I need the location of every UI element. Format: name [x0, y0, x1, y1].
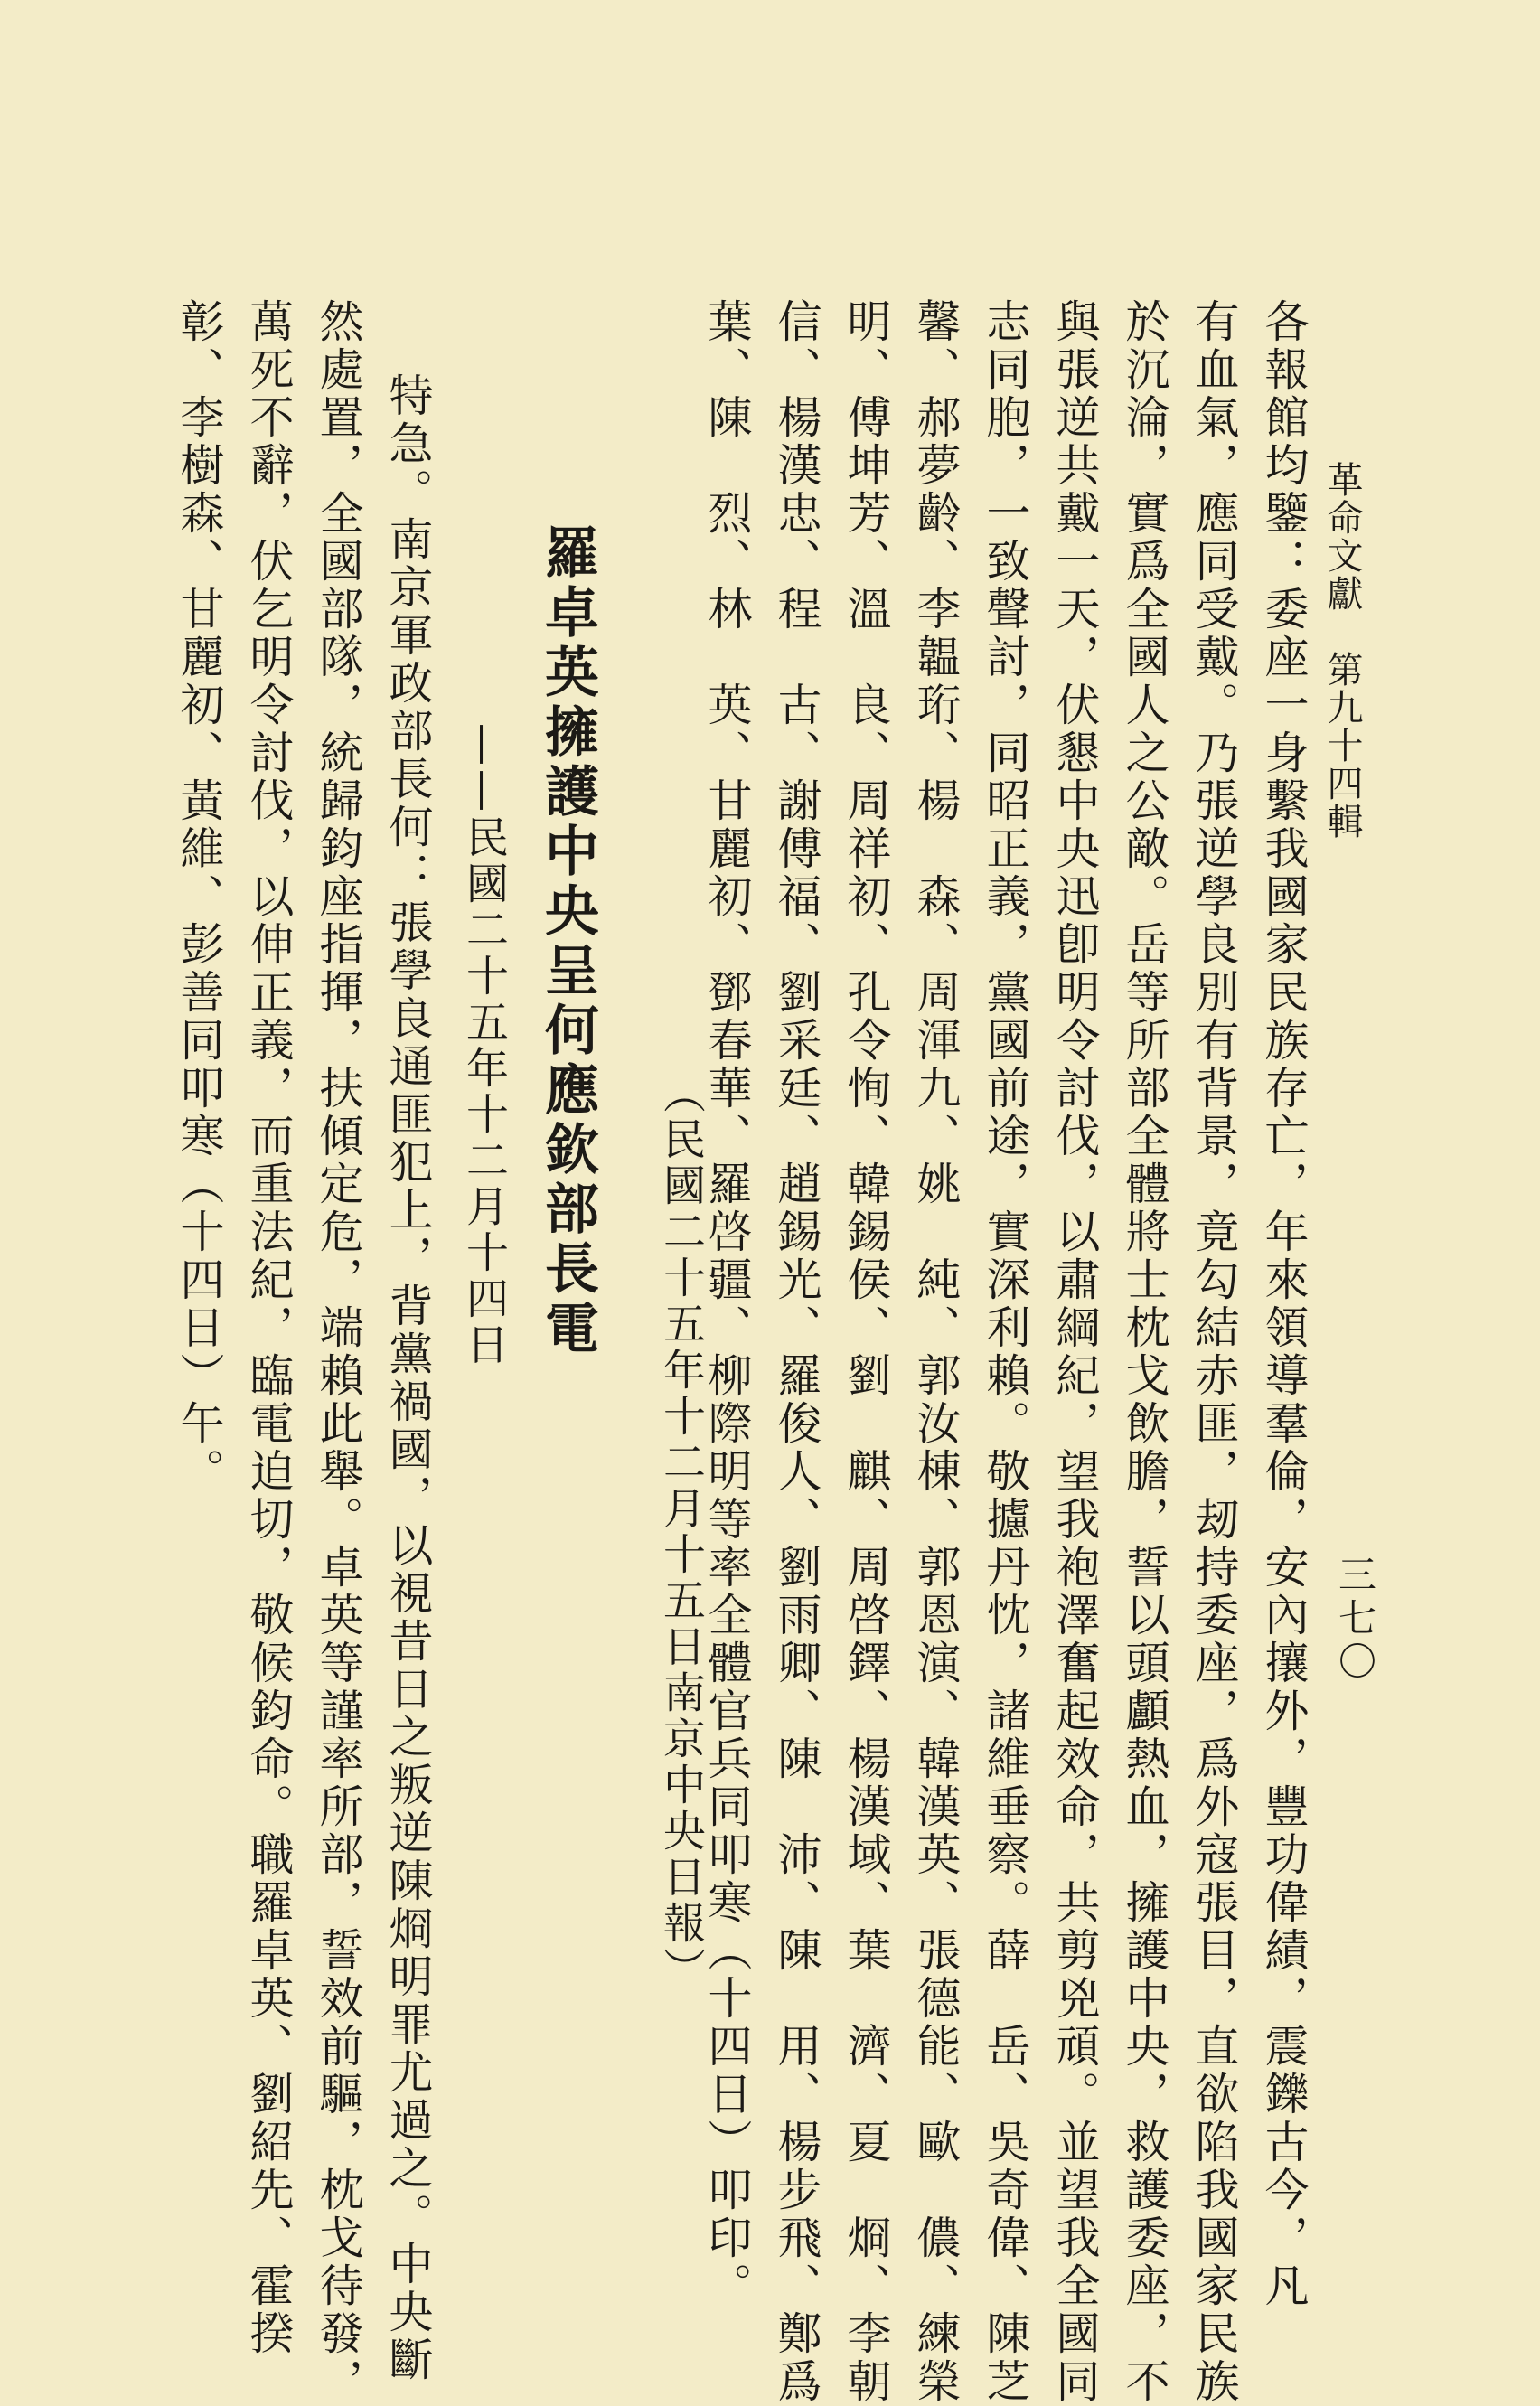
page-number: 三七〇 [1333, 1555, 1377, 1685]
text-line: 明、傅坤芳、溫 良、周祥初、孔令恂、韓錫侯、劉 麒、周啓鐸、楊漢域、葉 濟、夏 烱、李朝 [840, 298, 892, 2406]
section-date: ——民國二十五年十二月十四日 [459, 723, 509, 1368]
text-line: 各報館均鑒：委座一身繫我國家民族存亡，年來領導羣倫，安內攘外，豐功偉績，震鑠古今，凡 [1258, 298, 1310, 2310]
telegram-body-1 [692, 298, 1319, 2406]
text-line: 信、楊漢忠、程 古、謝傅福、劉采廷、趙錫光、羅俊人、劉雨卿、陳 沛、陳 用、楊步飛、鄭爲 [771, 298, 822, 2406]
telegram-body-2 [154, 298, 443, 2406]
text-line: 於沉淪，實爲全國人之公敵。岳等所部全體將士枕戈飲膽，誓以頭顱熱血，擁護中央，救護委座，不 [1119, 298, 1170, 2406]
text-line: 有血氣，應同受戴。乃張逆學良別有背景，竟勾結赤匪，刼持委座，爲外寇張目，直欲陷我國家民族 [1188, 298, 1240, 2406]
text-line: 然處置，全國部隊，統歸鈞座指揮，扶傾定危，端賴此舉。卓英等謹率所部，誓效前驅，枕戈待發， [313, 298, 364, 2406]
text-line: 志同胞，一致聲討，同昭正義，黨國前途，實深利賴。敬攄丹忱，諸維垂察。薛 岳、吳奇偉、陳芝 [980, 298, 1031, 2406]
source-citation: （民國二十五年十二月十五日南京中央日報） [656, 1071, 706, 1993]
running-header: 革命文獻 第九十四輯 [1321, 461, 1363, 841]
text-line: 馨、郝夢齡、李韞珩、楊 森、周渾九、姚 純、郭汝棟、郭恩演、韓漢英、張德能、歐 儂、練榮 [910, 298, 962, 2406]
text-line: 萬死不辭，伏乞明令討伐，以伸正義，而重法紀，臨電迫切，敬候鈞命。職羅卓英、劉紹先、霍揆 [243, 298, 295, 2358]
text-line: 與張逆共戴一天，伏懇中央迅卽明令討伐，以肅綱紀，望我袍澤奮起效命，共剪兇頑。並望我全國同 [1049, 298, 1101, 2406]
section-title: 羅卓英擁護中央呈何應欽部長電 [536, 524, 599, 1359]
text-line: 葉、陳 烈、林 英、甘麗初、鄧春華、羅啓疆、柳際明等率全體官兵同叩寒（十四日）叩印。 [701, 298, 753, 2310]
text-line: 彰、李樹森、甘麗初、黃維、彭善同叩寒（十四日）午。 [174, 298, 225, 1496]
text-line: 特急。南京軍政部長何：張學良通匪犯上，背黨禍國，以視昔日之叛逆陳烱明罪尤過之。中央斷 [382, 372, 434, 2384]
